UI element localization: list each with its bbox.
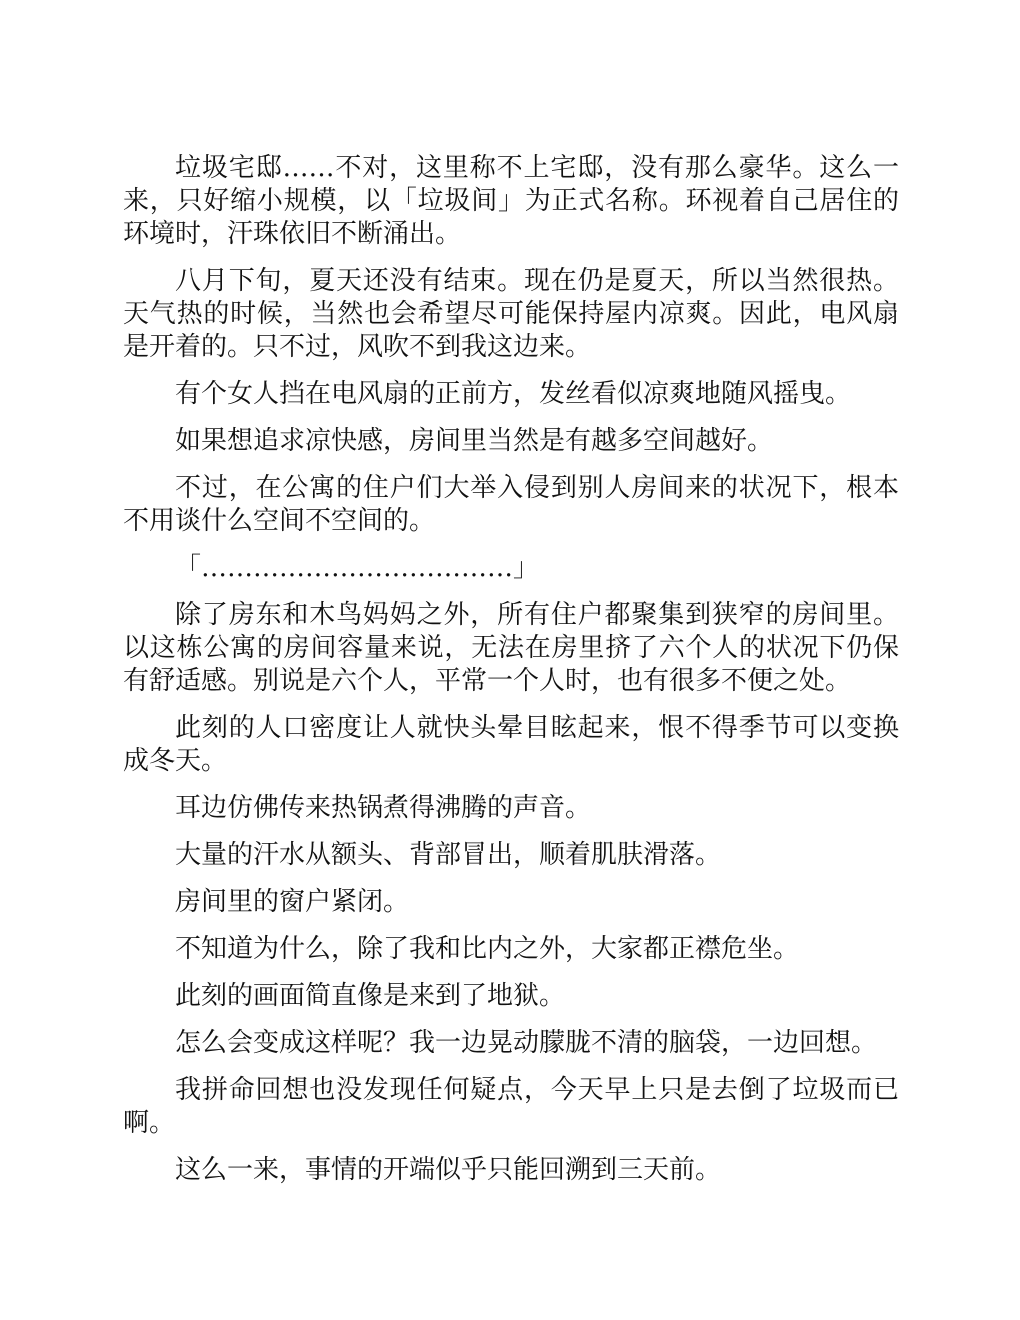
paragraph-8: 此刻的人口密度让人就快头晕目眩起来，恨不得季节可以变换成冬天。 (123, 713, 899, 776)
paragraph-13: 此刻的画面简直像是来到了地狱。 (175, 981, 566, 1011)
paragraph-4: 如果想追求凉快感，房间里当然是有越多空间越好。 (175, 426, 774, 456)
paragraph-3: 有个女人挡在电风扇的正前方，发丝看似凉爽地随风摇曳。 (175, 379, 852, 409)
paragraph-5: 不过，在公寓的住户们大举入侵到别人房间来的状况下，根本不用谈什么空间不空间的。 (123, 473, 899, 536)
paragraph-1: 垃圾宅邸……不对，这里称不上宅邸，没有那么豪华。这么一来，只好缩小规模，以「垃圾间」为正式名称。环视着自己居住的环境时，汗珠依旧不断涌出。 (123, 153, 899, 249)
paragraph-9: 耳边仿佛传来热锅煮得沸腾的声音。 (175, 793, 592, 823)
paragraph-6: 「………………………………」 (175, 553, 540, 583)
paragraph-16: 这么一来，事情的开端似乎只能回溯到三天前。 (175, 1155, 722, 1185)
paragraph-2: 八月下旬，夏天还没有结束。现在仍是夏天，所以当然很热。天气热的时候，当然也会希望尽可能保持屋内凉爽。因此，电风扇是开着的。只不过，风吹不到我这边来。 (123, 266, 899, 362)
paragraph-11: 房间里的窗户紧闭。 (175, 887, 410, 917)
paragraph-15: 我拼命回想也没发现任何疑点，今天早上只是去倒了垃圾而已啊。 (123, 1075, 899, 1138)
paragraph-7: 除了房东和木鸟妈妈之外，所有住户都聚集到狭窄的房间里。以这栋公寓的房间容量来说，无法在房里挤了六个人的状况下仍保有舒适感。别说是六个人，平常一个人时，也有很多不便之处。 (123, 600, 899, 696)
paragraph-14: 怎么会变成这样呢？我一边晃动朦胧不清的脑袋，一边回想。 (175, 1028, 878, 1058)
text-body (123, 152, 899, 1201)
paragraph-10: 大量的汗水从额头、背部冒出，顺着肌肤滑落。 (175, 840, 722, 870)
paragraph-12: 不知道为什么，除了我和比内之外，大家都正襟危坐。 (175, 934, 800, 964)
